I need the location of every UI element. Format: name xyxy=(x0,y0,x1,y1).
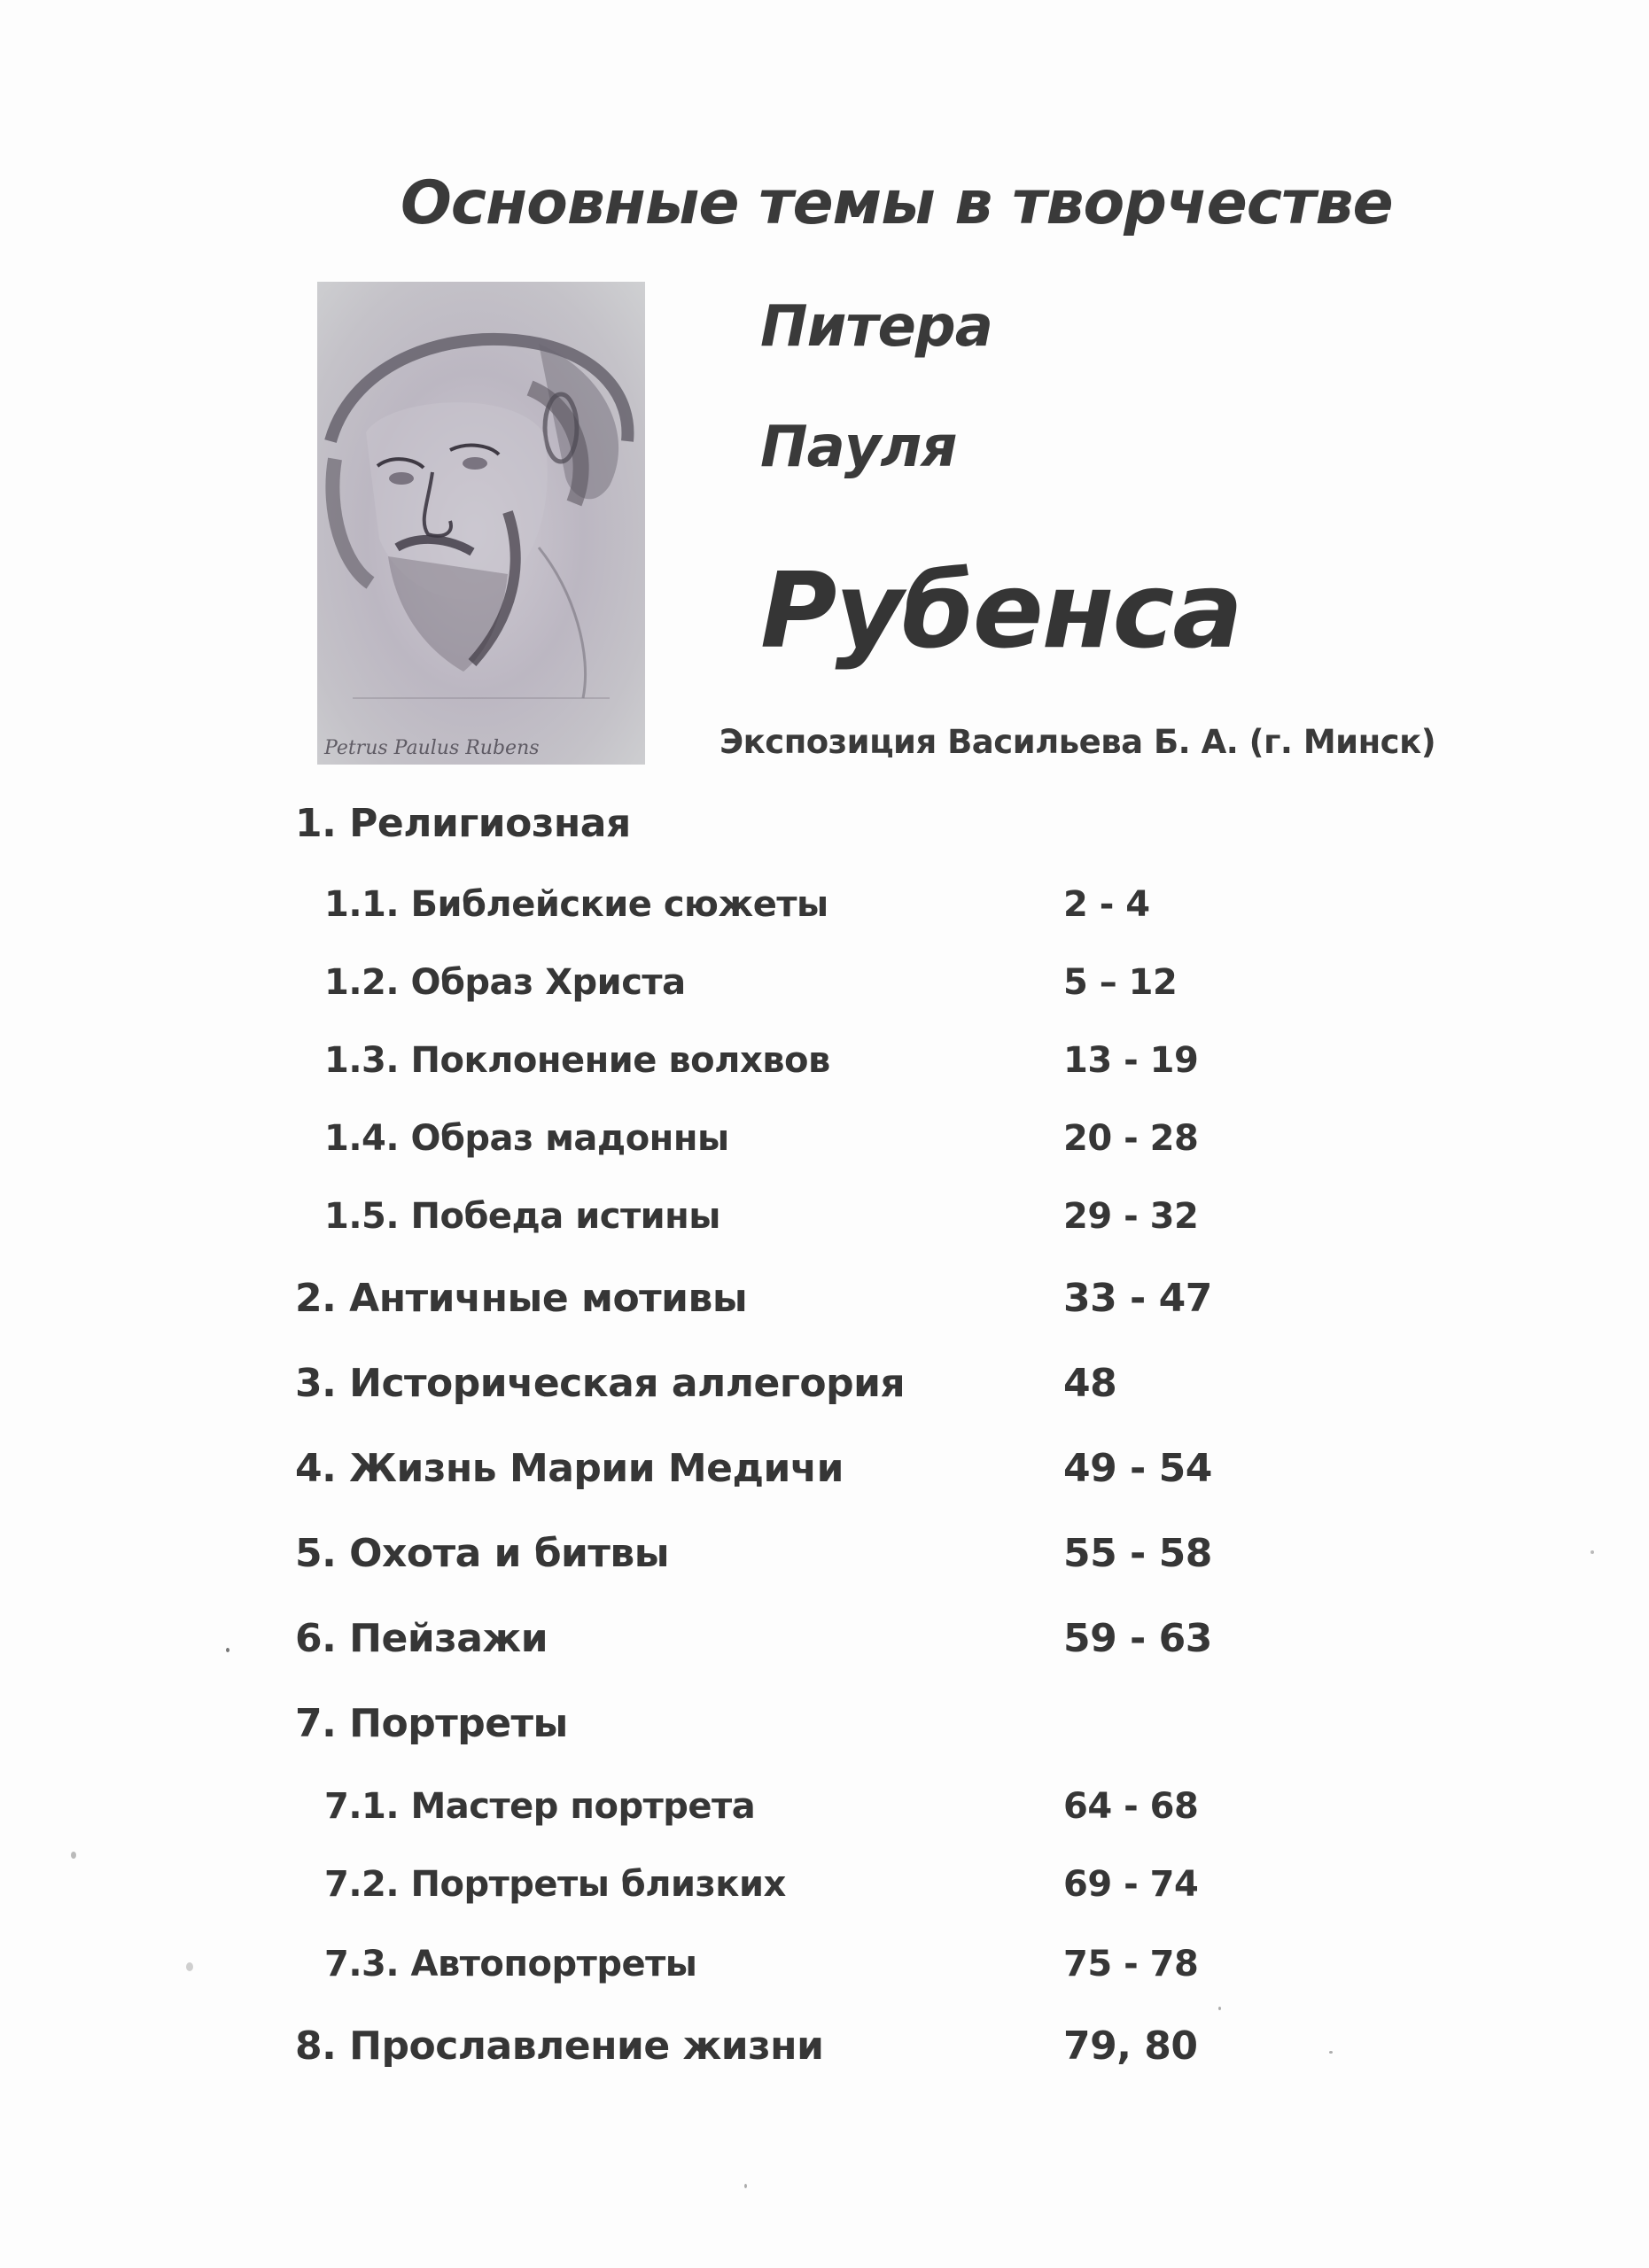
toc-entry-pages: 69 - 74 xyxy=(1063,1864,1199,1905)
toc-entry-pages: 13 - 19 xyxy=(1063,1040,1199,1081)
scan-speck xyxy=(71,1852,76,1859)
toc-entry-pages: 5 – 12 xyxy=(1063,962,1178,1003)
toc-entry-pages: 20 - 28 xyxy=(1063,1118,1199,1159)
toc-entry-label: 7.1. Мастер портрета xyxy=(324,1786,756,1827)
toc-entry-label: 1.2. Образ Христа xyxy=(324,962,686,1003)
scan-speck xyxy=(744,2184,747,2188)
toc-entry-pages: 49 - 54 xyxy=(1063,1446,1212,1491)
toc-entry-label: 7.2. Портреты близких xyxy=(324,1864,786,1905)
toc-entry-pages: 79, 80 xyxy=(1063,2023,1198,2069)
toc-entry-label: 7. Портреты xyxy=(295,1701,568,1746)
toc-entry-label: 3. Историческая аллегория xyxy=(295,1361,906,1406)
toc-entry-label: 5. Охота и битвы xyxy=(295,1531,670,1576)
toc-entry-pages: 2 - 4 xyxy=(1063,884,1150,925)
toc-entry-label: 1.3. Поклонение волхвов xyxy=(324,1040,830,1081)
toc-entry-label: 1. Религиозная xyxy=(295,801,631,846)
toc-entry-pages: 59 - 63 xyxy=(1063,1616,1212,1661)
title-line-1: Основные темы в творчестве xyxy=(401,168,1393,238)
portrait-signature: Petrus Paulus Rubens xyxy=(324,737,540,759)
toc-entry-label: 4. Жизнь Марии Медичи xyxy=(295,1446,844,1491)
toc-entry-pages: 55 - 58 xyxy=(1063,1531,1212,1576)
scan-speck xyxy=(1329,2051,1333,2054)
scan-speck xyxy=(1591,1550,1594,1554)
scan-speck xyxy=(1218,2007,1221,2010)
toc-entry-pages: 75 - 78 xyxy=(1063,1944,1199,1984)
portrait-drawing-icon xyxy=(317,282,645,765)
scan-speck xyxy=(226,1648,229,1652)
title-line-3: Пауля xyxy=(760,415,957,480)
portrait-image xyxy=(317,282,645,765)
title-artist-name: Рубенса xyxy=(760,549,1241,672)
toc-entry-pages: 33 - 47 xyxy=(1063,1276,1212,1321)
exhibition-subtitle: Экспозиция Васильева Б. А. (г. Минск) xyxy=(719,723,1436,761)
scan-speck xyxy=(186,1962,193,1971)
toc-entry-label: 6. Пейзажи xyxy=(295,1616,548,1661)
toc-entry-label: 1.5. Победа истины xyxy=(324,1196,720,1237)
toc-entry-label: 8. Прославление жизни xyxy=(295,2023,824,2069)
toc-entry-label: 2. Античные мотивы xyxy=(295,1276,748,1321)
toc-entry-label: 1.4. Образ мадонны xyxy=(324,1118,729,1159)
title-line-2: Питера xyxy=(760,294,992,360)
toc-entry-pages: 64 - 68 xyxy=(1063,1786,1199,1827)
toc-entry-pages: 48 xyxy=(1063,1361,1117,1406)
toc-entry-label: 7.3. Автопортреты xyxy=(324,1944,697,1984)
toc-entry-label: 1.1. Библейские сюжеты xyxy=(324,884,828,925)
toc-entry-pages: 29 - 32 xyxy=(1063,1196,1199,1237)
